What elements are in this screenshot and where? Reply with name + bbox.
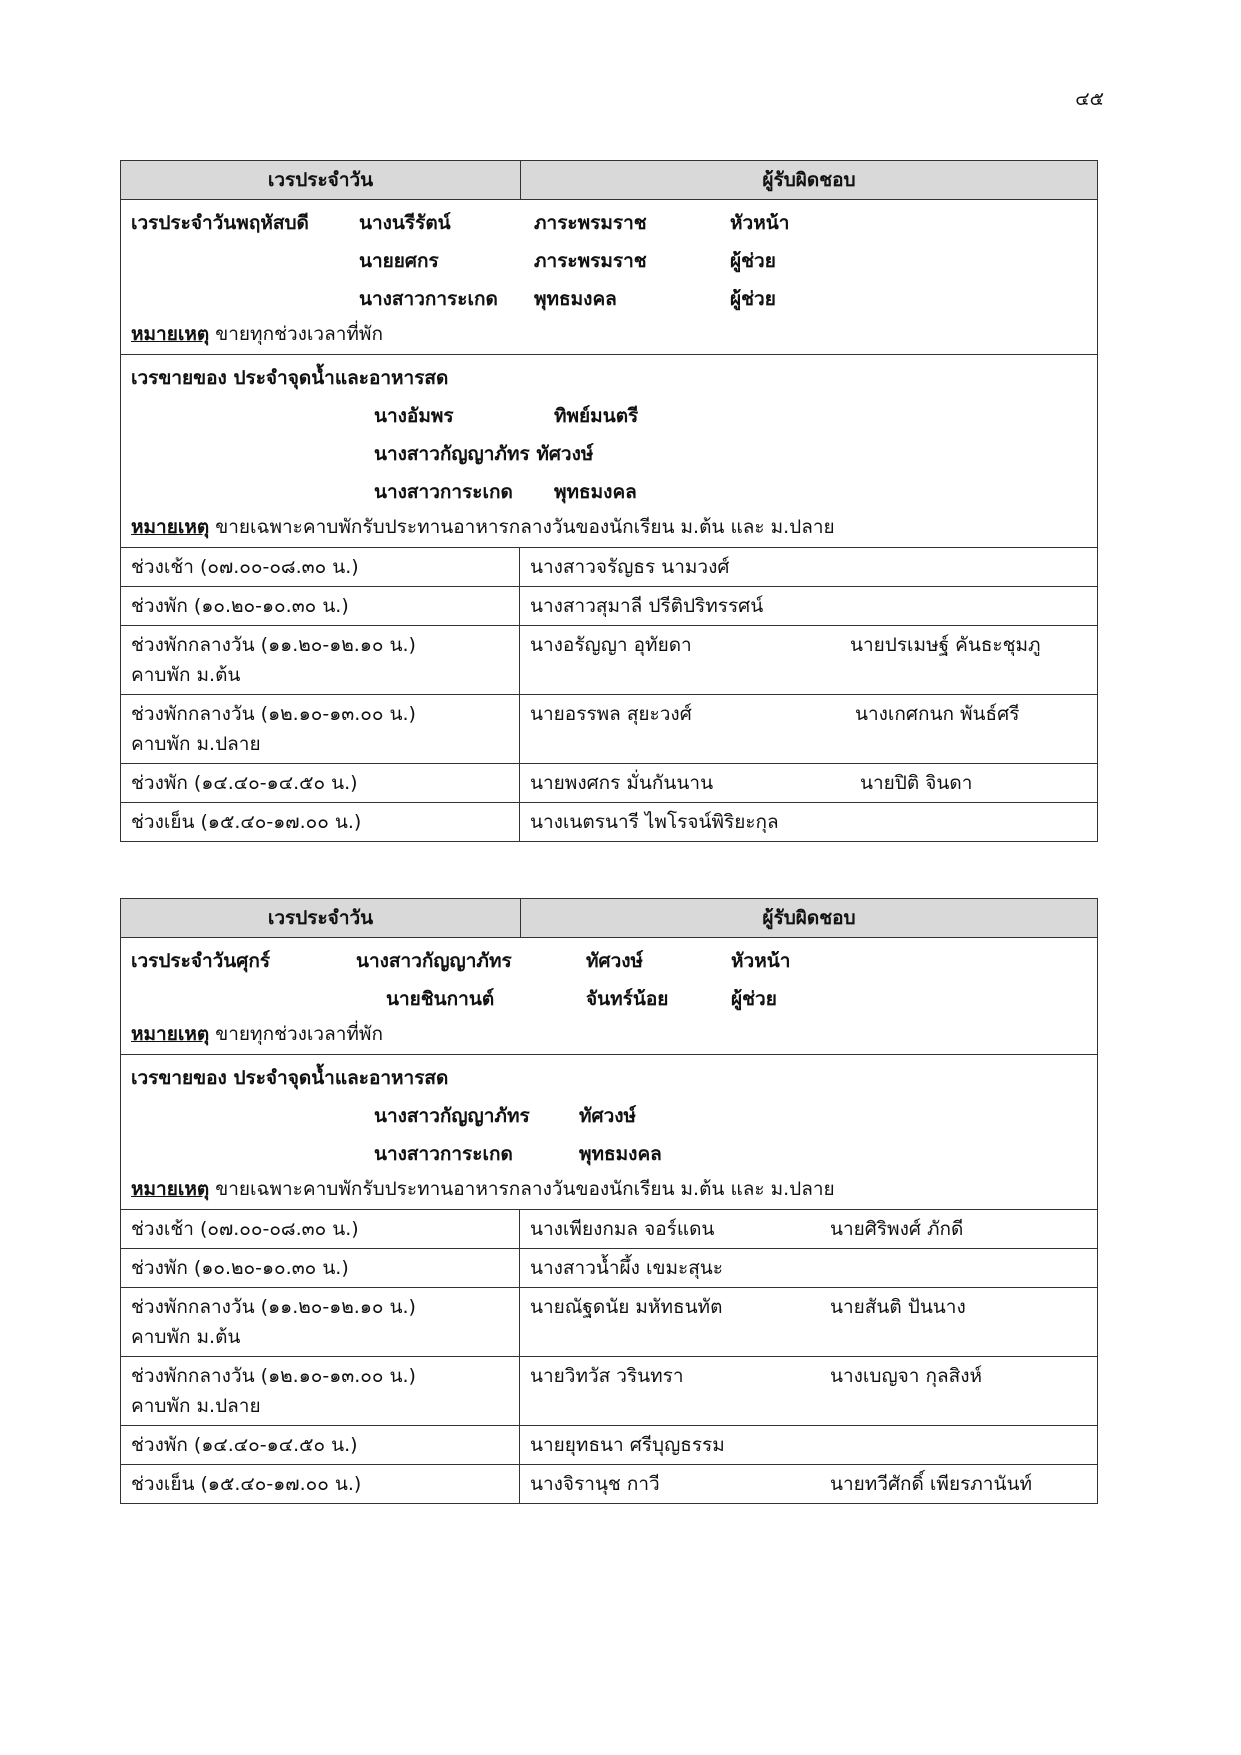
period-time: ช่วงพัก (๑๐.๒๐-๑๐.๓๐ น.) [131, 595, 349, 617]
day-duty-title: เวรประจำวันศุกร์ [131, 950, 271, 972]
member-first: นางสาวกัญญาภัทร [374, 1105, 530, 1127]
note-text: ขายเฉพาะคาบพักรับประทานอาหารกลางวันของนักเรียน ม.ต้น และ ม.ปลาย [215, 516, 835, 538]
period-row [121, 1210, 1097, 1249]
table-header [121, 161, 1097, 200]
duty-table-thursday [120, 160, 1098, 842]
note-label: หมายเหตุ [131, 1023, 210, 1045]
member-role: หัวหน้า [730, 212, 790, 234]
member-last: ภาระพรมราช [534, 250, 647, 272]
member-role: ผู้ช่วย [730, 250, 776, 272]
day-duty-member [131, 942, 1087, 980]
period-row [121, 764, 1097, 803]
period-time: ช่วงเย็น (๑๕.๔๐-๑๗.๐๐ น.) [131, 1473, 362, 1495]
person-1: นายอรรพล สุยะวงศ์ [530, 703, 692, 725]
day-duty-block [121, 200, 1097, 355]
person-1: นายณัฐดนัย มหัทธนทัต [530, 1296, 723, 1318]
period-sub: คาบพัก ม.ต้น [131, 1326, 241, 1348]
note-text: ขายทุกช่วงเวลาที่พัก [215, 323, 383, 345]
table-header [121, 899, 1097, 938]
member-last: พุทธมงคล [579, 1143, 662, 1165]
period-row [121, 1465, 1097, 1503]
note-text: ขายเฉพาะคาบพักรับประทานอาหารกลางวันของนักเรียน ม.ต้น และ ม.ปลาย [215, 1178, 835, 1200]
header-responsible: ผู้รับผิดชอบ [762, 907, 856, 929]
period-time: ช่วงพัก (๑๔.๔๐-๑๔.๕๐ น.) [131, 1434, 358, 1456]
member-first: นางสาวกัญญาภัทร [356, 950, 512, 972]
period-row [121, 1426, 1097, 1465]
member-first: นายยศกร [359, 250, 439, 272]
member-first: นางสาวกัญญาภัทร [374, 443, 530, 465]
header-duty: เวรประจำวัน [121, 161, 521, 199]
duty-table-friday [120, 898, 1098, 1504]
period-time: ช่วงพักกลางวัน (๑๒.๑๐-๑๓.๐๐ น.) [131, 703, 416, 725]
person-1: นายพงศกร มั่นกันนาน [530, 772, 714, 794]
person-1: นางอรัญญา อุทัยดา [530, 634, 692, 656]
sales-duty-member [131, 1097, 1087, 1135]
period-time: ช่วงเช้า (๐๗.๐๐-๐๘.๓๐ น.) [131, 1218, 359, 1240]
member-role: หัวหน้า [731, 950, 791, 972]
header-duty: เวรประจำวัน [121, 899, 521, 937]
note-text: ขายทุกช่วงเวลาที่พัก [215, 1023, 383, 1045]
sales-duty-note [131, 1173, 1087, 1205]
person-2: นายศิริพงศ์ ภักดี [830, 1218, 964, 1240]
sales-duty-member [131, 435, 1087, 473]
day-duty-member [131, 242, 1087, 280]
member-first: นางสาวการะเกด [374, 1143, 513, 1165]
person-1: นางสาวสุมาลี ปรีติปริทรรศน์ [530, 595, 764, 617]
note-label: หมายเหตุ [131, 1178, 210, 1200]
period-row [121, 803, 1097, 841]
member-last: พุทธมงคล [534, 288, 617, 310]
member-role: ผู้ช่วย [731, 988, 777, 1010]
note-label: หมายเหตุ [131, 323, 210, 345]
sales-duty-block [121, 355, 1097, 548]
period-row [121, 1357, 1097, 1426]
person-2: นายปรเมษฐ์ คันธะชุมภู [850, 634, 1041, 656]
member-last: จันทร์น้อย [586, 988, 669, 1010]
period-sub: คาบพัก ม.ปลาย [131, 1395, 261, 1417]
period-sub: คาบพัก ม.ต้น [131, 664, 241, 686]
period-time: ช่วงพักกลางวัน (๑๒.๑๐-๑๓.๐๐ น.) [131, 1365, 416, 1387]
member-last: ภาระพรมราช [534, 212, 647, 234]
member-first: นางสาวการะเกด [359, 288, 498, 310]
person-1: นายวิทวัส วรินทรา [530, 1365, 684, 1387]
day-duty-note [131, 1018, 1087, 1050]
person-2: นายปิติ จินดา [860, 772, 973, 794]
period-time: ช่วงพักกลางวัน (๑๑.๒๐-๑๒.๑๐ น.) [131, 1296, 416, 1318]
person-1: นางสาวน้ำผึ้ง เขมะสุนะ [530, 1257, 723, 1279]
page-number: ๔๕ [1075, 88, 1104, 110]
day-duty-member [131, 204, 1087, 242]
period-row [121, 1288, 1097, 1357]
day-duty-block [121, 938, 1097, 1055]
person-2: นายทวีศักดิ์ เพียรภานันท์ [830, 1473, 1032, 1495]
sales-duty-member [131, 473, 1087, 511]
person-1: นางจิรานุช กาวี [530, 1473, 660, 1495]
period-time: ช่วงเช้า (๐๗.๐๐-๐๘.๓๐ น.) [131, 556, 359, 578]
day-duty-title: เวรประจำวันพฤหัสบดี [131, 212, 309, 234]
person-2: นางเบญจา กุลสิงห์ [830, 1365, 983, 1387]
member-first: นางอัมพร [374, 405, 454, 427]
sales-duty-member [131, 1135, 1087, 1173]
member-first: นายชินกานต์ [386, 988, 495, 1010]
period-time: ช่วงเย็น (๑๕.๔๐-๑๗.๐๐ น.) [131, 811, 362, 833]
member-last: ทัศวงษ์ [586, 950, 644, 972]
period-time: ช่วงพักกลางวัน (๑๑.๒๐-๑๒.๑๐ น.) [131, 634, 416, 656]
person-1: นางเพียงกมล จอร์แดน [530, 1218, 715, 1240]
period-row [121, 626, 1097, 695]
sales-duty-title: เวรขายของ ประจำจุดน้ำและอาหารสด [131, 367, 449, 389]
person-2: นางเกศกนก พันธ์ศรี [855, 703, 1020, 725]
member-last: ทิพย์มนตรี [554, 405, 639, 427]
header-responsible: ผู้รับผิดชอบ [762, 169, 856, 191]
member-last: ทัศวงษ์ [579, 1105, 637, 1127]
sales-duty-member [131, 397, 1087, 435]
member-first: นางนรีรัตน์ [359, 212, 451, 234]
period-row [121, 1249, 1097, 1288]
period-row [121, 548, 1097, 587]
person-2: นายสันติ ปันนาง [830, 1296, 966, 1318]
person-1: นายยุทธนา ศรีบุญธรรม [530, 1434, 725, 1456]
period-row [121, 695, 1097, 764]
period-sub: คาบพัก ม.ปลาย [131, 733, 261, 755]
member-last: พุทธมงคล [554, 481, 637, 503]
sales-duty-block [121, 1055, 1097, 1210]
period-time: ช่วงพัก (๑๐.๒๐-๑๐.๓๐ น.) [131, 1257, 349, 1279]
member-role: ผู้ช่วย [730, 288, 776, 310]
person-1: นางเนตรนารี ไพโรจน์พิริยะกุล [530, 811, 779, 833]
day-duty-member [131, 280, 1087, 318]
note-label: หมายเหตุ [131, 516, 210, 538]
member-first: นางสาวการะเกด [374, 481, 513, 503]
member-last: ทัศวงษ์ [536, 443, 594, 465]
person-1: นางสาวจรัญธร นามวงศ์ [530, 556, 730, 578]
day-duty-note [131, 318, 1087, 350]
day-duty-member [131, 980, 1087, 1018]
period-time: ช่วงพัก (๑๔.๔๐-๑๔.๕๐ น.) [131, 772, 358, 794]
period-row [121, 587, 1097, 626]
sales-duty-title: เวรขายของ ประจำจุดน้ำและอาหารสด [131, 1067, 449, 1089]
sales-duty-note [131, 511, 1087, 543]
